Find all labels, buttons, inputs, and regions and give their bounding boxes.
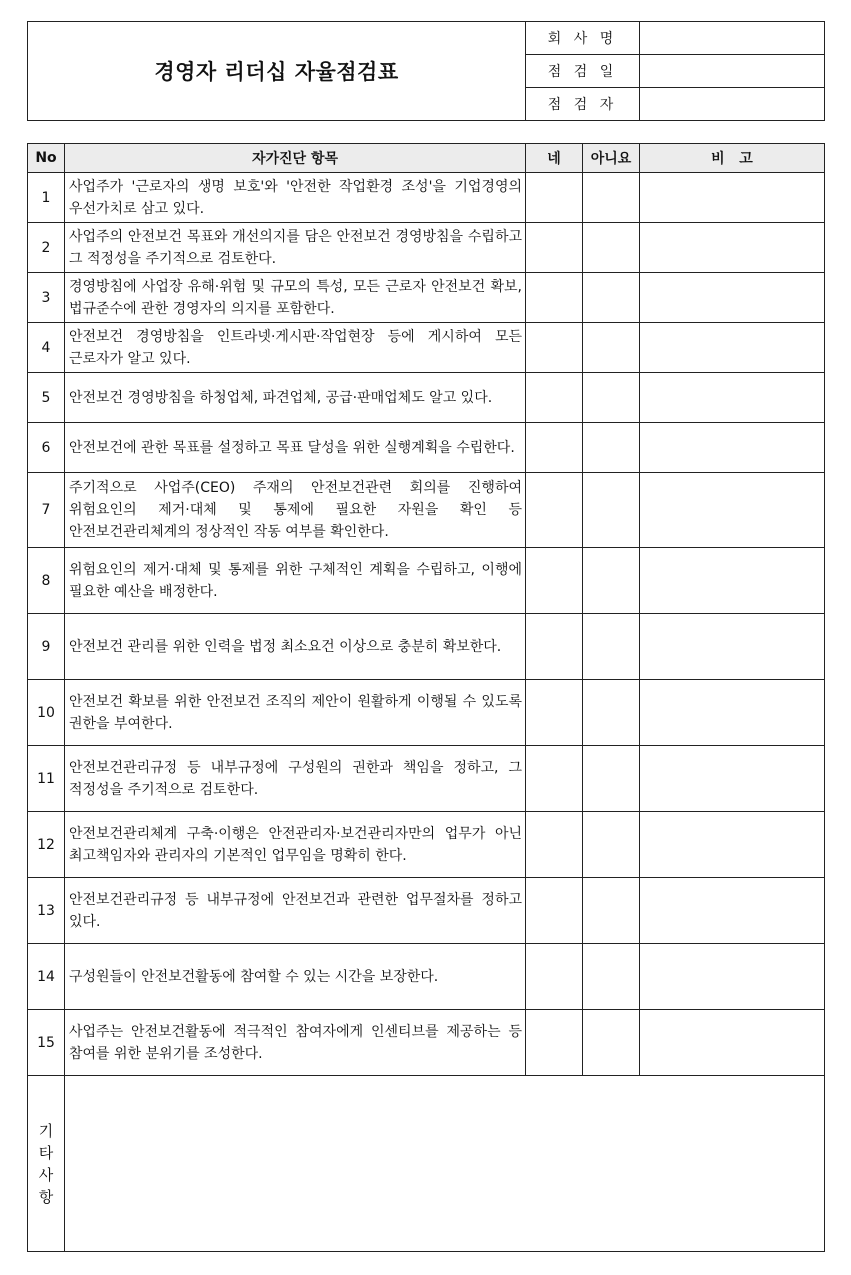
yes-checkbox-cell[interactable]	[526, 473, 583, 548]
item-text: 안전보건 경영방침을 인트라넷·게시판·작업현장 등에 게시하여 모든 근로자가 알고 있다.	[65, 323, 526, 373]
item-number: 8	[28, 548, 65, 614]
remarks-cell[interactable]	[640, 373, 825, 423]
no-checkbox-cell[interactable]	[583, 944, 640, 1010]
item-number: 5	[28, 373, 65, 423]
table-row	[28, 1010, 825, 1076]
notes-label-char: 항	[38, 1187, 54, 1206]
inspection-date-field[interactable]	[640, 55, 825, 88]
remarks-cell[interactable]	[640, 680, 825, 746]
item-number: 4	[28, 323, 65, 373]
item-text: 안전보건관리규정 등 내부규정에 구성원의 권한과 책임을 정하고, 그 적정성을 주기적으로 검토한다.	[65, 746, 526, 812]
remarks-cell[interactable]	[640, 323, 825, 373]
yes-checkbox-cell[interactable]	[526, 323, 583, 373]
header-table	[27, 21, 825, 121]
item-text: 주기적으로 사업주(CEO) 주재의 안전보건관련 회의를 진행하여 위험요인의 제거·대체 및 통제에 필요한 자원을 확인 등 안전보건관리체계의 정상적인 작동 여부를 확인한다.	[65, 473, 526, 548]
yes-checkbox-cell[interactable]	[526, 878, 583, 944]
item-number: 11	[28, 746, 65, 812]
inspector-label: 점 검 자	[526, 88, 640, 121]
inspector-field[interactable]	[640, 88, 825, 121]
remarks-cell[interactable]	[640, 423, 825, 473]
checklist-body	[28, 173, 825, 1252]
table-row	[28, 423, 825, 473]
item-text: 안전보건관리규정 등 내부규정에 안전보건과 관련한 업무절차를 정하고 있다.	[65, 878, 526, 944]
table-row	[28, 878, 825, 944]
remarks-cell[interactable]	[640, 273, 825, 323]
notes-label-char: 타	[38, 1143, 54, 1162]
remarks-cell[interactable]	[640, 1010, 825, 1076]
item-number: 9	[28, 614, 65, 680]
yes-checkbox-cell[interactable]	[526, 548, 583, 614]
item-text: 사업주가 '근로자의 생명 보호'와 '안전한 작업환경 조성'을 기업경영의 우선가치로 삼고 있다.	[65, 173, 526, 223]
remarks-cell[interactable]	[640, 614, 825, 680]
item-text: 위험요인의 제거·대체 및 통제를 위한 구체적인 계획을 수립하고, 이행에 필요한 예산을 배정한다.	[65, 548, 526, 614]
table-row	[28, 173, 825, 223]
item-text: 안전보건관리체계 구축·이행은 안전관리자·보건관리자만의 업무가 아닌 최고책임자와 관리자의 기본적인 업무임을 명확히 한다.	[65, 812, 526, 878]
remarks-cell[interactable]	[640, 223, 825, 273]
item-number: 6	[28, 423, 65, 473]
document-title: 경영자 리더십 자율점검표	[28, 22, 526, 121]
table-row	[28, 273, 825, 323]
notes-label-char: 사	[38, 1165, 54, 1184]
table-row	[28, 944, 825, 1010]
item-text: 안전보건 확보를 위한 안전보건 조직의 제안이 원활하게 이행될 수 있도록 권한을 부여한다.	[65, 680, 526, 746]
yes-checkbox-cell[interactable]	[526, 373, 583, 423]
checklist-table	[27, 143, 825, 1252]
no-checkbox-cell[interactable]	[583, 680, 640, 746]
remarks-cell[interactable]	[640, 173, 825, 223]
yes-checkbox-cell[interactable]	[526, 223, 583, 273]
remarks-cell[interactable]	[640, 746, 825, 812]
item-column-header: 자가진단 항목	[65, 144, 526, 173]
item-number: 10	[28, 680, 65, 746]
item-text: 안전보건에 관한 목표를 설정하고 목표 달성을 위한 실행계획을 수립한다.	[65, 423, 526, 473]
item-text: 사업주는 안전보건활동에 적극적인 참여자에게 인센티브를 제공하는 등 참여를 위한 분위기를 조성한다.	[65, 1010, 526, 1076]
no-checkbox-cell[interactable]	[583, 223, 640, 273]
yes-checkbox-cell[interactable]	[526, 614, 583, 680]
no-checkbox-cell[interactable]	[583, 423, 640, 473]
company-name-label: 회 사 명	[526, 22, 640, 55]
no-checkbox-cell[interactable]	[583, 746, 640, 812]
item-text: 구성원들이 안전보건활동에 참여할 수 있는 시간을 보장한다.	[65, 944, 526, 1010]
company-name-field[interactable]	[640, 22, 825, 55]
no-checkbox-cell[interactable]	[583, 273, 640, 323]
item-number: 2	[28, 223, 65, 273]
notes-field[interactable]	[65, 1076, 825, 1252]
table-row	[28, 680, 825, 746]
yes-checkbox-cell[interactable]	[526, 173, 583, 223]
no-checkbox-cell[interactable]	[583, 323, 640, 373]
remarks-cell[interactable]	[640, 878, 825, 944]
table-row	[28, 223, 825, 273]
notes-label-char: 기	[38, 1121, 54, 1140]
no-checkbox-cell[interactable]	[583, 812, 640, 878]
table-row	[28, 746, 825, 812]
table-row	[28, 473, 825, 548]
table-row	[28, 548, 825, 614]
no-checkbox-cell[interactable]	[583, 373, 640, 423]
notes-label	[28, 1076, 65, 1252]
yes-checkbox-cell[interactable]	[526, 944, 583, 1010]
yes-column-header: 네	[526, 144, 583, 173]
remarks-cell[interactable]	[640, 473, 825, 548]
item-number: 1	[28, 173, 65, 223]
no-checkbox-cell[interactable]	[583, 614, 640, 680]
item-number: 7	[28, 473, 65, 548]
item-text: 안전보건 경영방침을 하청업체, 파견업체, 공급·판매업체도 알고 있다.	[65, 373, 526, 423]
table-row	[28, 812, 825, 878]
no-answer-column-header: 아니요	[583, 144, 640, 173]
yes-checkbox-cell[interactable]	[526, 812, 583, 878]
notes-row	[28, 1076, 825, 1252]
remarks-cell[interactable]	[640, 548, 825, 614]
no-checkbox-cell[interactable]	[583, 878, 640, 944]
table-row	[28, 323, 825, 373]
remarks-cell[interactable]	[640, 944, 825, 1010]
table-row	[28, 614, 825, 680]
remarks-column-header: 비 고	[640, 144, 825, 173]
table-row	[28, 373, 825, 423]
item-text: 사업주의 안전보건 목표와 개선의지를 담은 안전보건 경영방침을 수립하고 그 적정성을 주기적으로 검토한다.	[65, 223, 526, 273]
item-number: 14	[28, 944, 65, 1010]
yes-checkbox-cell[interactable]	[526, 423, 583, 473]
no-checkbox-cell[interactable]	[583, 1010, 640, 1076]
item-number: 13	[28, 878, 65, 944]
item-text: 안전보건 관리를 위한 인력을 법정 최소요건 이상으로 충분히 확보한다.	[65, 614, 526, 680]
yes-checkbox-cell[interactable]	[526, 680, 583, 746]
remarks-cell[interactable]	[640, 812, 825, 878]
item-number: 15	[28, 1010, 65, 1076]
no-checkbox-cell[interactable]	[583, 473, 640, 548]
item-text: 경영방침에 사업장 유해·위험 및 규모의 특성, 모든 근로자 안전보건 확보, 법규준수에 관한 경영자의 의지를 포함한다.	[65, 273, 526, 323]
inspection-date-label: 점 검 일	[526, 55, 640, 88]
item-number: 3	[28, 273, 65, 323]
item-number: 12	[28, 812, 65, 878]
no-checkbox-cell[interactable]	[583, 548, 640, 614]
no-column-header: No	[28, 144, 65, 173]
yes-checkbox-cell[interactable]	[526, 273, 583, 323]
yes-checkbox-cell[interactable]	[526, 1010, 583, 1076]
yes-checkbox-cell[interactable]	[526, 746, 583, 812]
no-checkbox-cell[interactable]	[583, 173, 640, 223]
